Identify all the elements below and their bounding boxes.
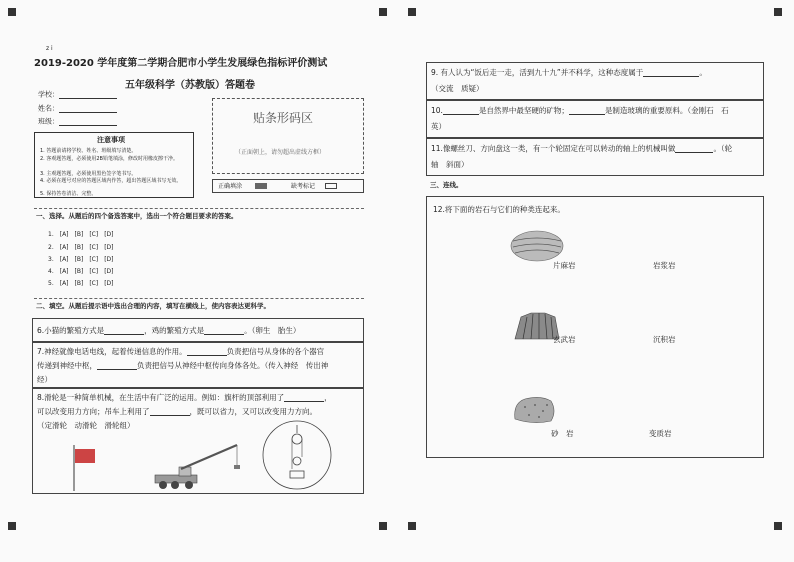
q11-part: 11.像螺丝刀、方向盘这一类，有一个轮固定在可以转动的轴上的机械叫做 — [431, 144, 676, 153]
rock-name-sandstone[interactable]: 砂 岩 — [551, 429, 574, 438]
q8-part: ，既可以省力，又可以改变用力方向。 — [189, 407, 317, 416]
q10-part: 是制造玻璃的重要原料。（金刚石 石 — [604, 106, 729, 115]
q8-part: 8.滑轮是一种简单机械，在生活中有广泛的运用。例如：旗杆的顶部利用了 — [37, 393, 285, 402]
q12-title: 12.将下面的岩石与它们的种类连起来。 — [433, 205, 565, 214]
barcode-hint: （正面朝上，请勿超出虚线方框） — [235, 149, 326, 156]
correct-fill-swatch — [255, 183, 267, 189]
answer-row — [48, 268, 120, 275]
q8-part: 可以改变用力方向；吊车上利用了 — [37, 407, 150, 416]
q11-box — [426, 138, 764, 176]
barcode-area — [212, 98, 364, 174]
option-b[interactable]: [B] — [74, 244, 84, 251]
registration-mark-top-left — [8, 8, 16, 16]
option-a[interactable]: [A] — [59, 268, 69, 275]
rock-name-gneiss[interactable]: 片麻岩 — [553, 261, 576, 270]
q8-box — [32, 388, 364, 494]
q10-line-2: 英） — [431, 122, 446, 131]
fill-legend — [212, 179, 364, 193]
option-b[interactable]: [B] — [74, 231, 84, 238]
name-label: 姓名： — [38, 104, 59, 113]
option-c[interactable]: [C] — [89, 256, 99, 263]
question-number: 5. — [48, 280, 54, 287]
answer-row — [48, 244, 120, 251]
crane-illustration — [151, 441, 261, 493]
divider — [34, 208, 364, 209]
school-field[interactable] — [38, 90, 117, 99]
question-number: 4. — [48, 268, 54, 275]
rock-type-sedimentary[interactable]: 沉积岩 — [653, 335, 676, 344]
q7-part: 负责把信号从身体的各个器官 — [226, 347, 325, 356]
notice-item: 5. 保持答卷清洁、完整。 — [40, 191, 97, 197]
section2-title: 二、填空。从题后提示语中选出合理的内容，填写在横线上，使内容表达更科学。 — [36, 302, 270, 310]
question-number: 2. — [48, 244, 54, 251]
q8-blank-1[interactable] — [284, 393, 324, 402]
q7-blank-1[interactable] — [187, 347, 227, 356]
registration-mark-bottom-center-right — [408, 522, 416, 530]
option-d[interactable]: [D] — [104, 244, 114, 251]
q6-blank-1[interactable] — [104, 326, 144, 335]
option-d[interactable]: [D] — [104, 256, 114, 263]
answer-row — [48, 231, 120, 238]
q11-blank[interactable] — [675, 144, 713, 153]
q9-line-1 — [431, 68, 707, 77]
missing-mark-label: 缺考标记 — [291, 183, 316, 190]
q10-blank-2[interactable] — [569, 106, 605, 115]
q10-line-1 — [431, 106, 729, 115]
question-number: 3. — [48, 256, 54, 263]
q6-part: ，鸡的繁殖方式是 — [144, 326, 205, 335]
q6-blank-2[interactable] — [204, 326, 244, 335]
answer-row — [48, 280, 120, 287]
q7-box — [32, 342, 364, 388]
registration-mark-bottom-center-left — [379, 522, 387, 530]
pulley-diagram — [261, 419, 333, 491]
corner-mark: z i — [46, 45, 53, 52]
correct-fill-label: 正确填涂 — [218, 183, 243, 190]
option-d[interactable]: [D] — [104, 280, 114, 287]
q7-part: 负责把信号从神经中枢传向身体各处。（传入神经 传出神 — [137, 361, 329, 370]
option-b[interactable]: [B] — [74, 280, 84, 287]
barcode-title: 贴条形码区 — [253, 111, 314, 125]
notice-item: 2. 客观题答题，必须使用2B铅笔填涂，修改时用橡皮擦干净。 — [40, 156, 178, 162]
registration-mark-bottom-right — [774, 522, 782, 530]
option-c[interactable]: [C] — [89, 280, 99, 287]
section3-title: 三、连线。 — [430, 181, 463, 189]
q11-line-2: 轴 斜面） — [431, 160, 469, 169]
option-b[interactable]: [B] — [74, 256, 84, 263]
divider — [34, 298, 364, 299]
q6-part: 。（卵生 胎生） — [244, 326, 301, 335]
q6-box — [32, 318, 364, 342]
sandstone-rock-image — [511, 393, 557, 425]
gneiss-rock-image — [509, 229, 565, 263]
notice-item: 3. 主观题答题，必须使用黑色签字笔书写。 — [40, 171, 137, 177]
rock-name-basalt[interactable]: 玄武岩 — [553, 335, 576, 344]
q10-part: 是自然界中最坚硬的矿物； — [478, 106, 569, 115]
rock-type-metamorphic[interactable]: 变质岩 — [649, 429, 672, 438]
notice-box — [34, 132, 194, 198]
school-label: 学校： — [38, 90, 59, 99]
option-c[interactable]: [C] — [89, 231, 99, 238]
section1-title: 一、选择。从题后的四个备选答案中，选出一个符合题目要求的答案。 — [36, 212, 238, 220]
option-a[interactable]: [A] — [59, 244, 69, 251]
option-a[interactable]: [A] — [59, 256, 69, 263]
notice-title: 注意事项 — [97, 136, 125, 144]
option-d[interactable]: [D] — [104, 268, 114, 275]
question-number: 1. — [48, 231, 54, 238]
q7-line-1 — [37, 347, 324, 356]
flag-illustration — [71, 445, 97, 491]
q9-line-2: （交流 质疑） — [431, 84, 484, 93]
q9-part: 9. 有人认为“饭后走一走，活到九十九”并不科学，这种态度属于 — [431, 68, 644, 77]
q8-line-1 — [37, 393, 332, 402]
rock-type-igneous[interactable]: 岩浆岩 — [653, 261, 676, 270]
option-d[interactable]: [D] — [104, 231, 114, 238]
option-b[interactable]: [B] — [74, 268, 84, 275]
q11-part: 。（轮 — [713, 144, 733, 153]
class-label: 班级： — [38, 117, 59, 126]
q7-line-3: 经） — [37, 375, 52, 384]
q7-line-2 — [37, 361, 328, 370]
answer-row — [48, 256, 120, 263]
registration-mark-top-right — [774, 8, 782, 16]
q10-blank-1[interactable] — [443, 106, 479, 115]
page-title: 2019-2020 学年度第二学期合肥市小学生发展绿色指标评价测试 — [34, 58, 328, 69]
option-a[interactable]: [A] — [59, 231, 69, 238]
option-c[interactable]: [C] — [89, 244, 99, 251]
notice-item: 1. 答题前请将学校、姓名、班级填写清楚。 — [40, 148, 137, 154]
notice-item: 4. 必须在题号对应的答题区域内作答，超出答题区域书写无效。 — [40, 178, 182, 184]
name-field[interactable] — [38, 104, 117, 113]
q11-line-1 — [431, 144, 732, 153]
option-a[interactable]: [A] — [59, 280, 69, 287]
q7-blank-2[interactable] — [97, 361, 137, 370]
q8-part: ， — [324, 393, 332, 402]
q6-part: 6.小猫的繁殖方式是 — [37, 326, 105, 335]
missing-mark-box[interactable] — [325, 183, 337, 189]
q10-part: 10. — [431, 106, 443, 115]
q12-box — [426, 196, 764, 458]
q8-line-3: （定滑轮 动滑轮 滑轮组） — [37, 421, 135, 430]
q7-part: 7.神经就像电话电线，起着传递信息的作用。 — [37, 347, 187, 356]
q8-blank-2[interactable] — [150, 407, 190, 416]
q8-line-2 — [37, 407, 317, 416]
option-c[interactable]: [C] — [89, 268, 99, 275]
registration-mark-top-center-left — [379, 8, 387, 16]
q9-box — [426, 62, 764, 100]
registration-mark-top-center-right — [408, 8, 416, 16]
q10-box — [426, 100, 764, 138]
class-field[interactable] — [38, 117, 117, 126]
q7-part: 传递到神经中枢， — [37, 361, 97, 370]
q6-text — [37, 326, 300, 335]
q9-blank[interactable] — [643, 68, 699, 77]
registration-mark-bottom-left — [8, 522, 16, 530]
page-subtitle: 五年级科学（苏教版）答题卷 — [125, 80, 255, 91]
q9-part: 。 — [699, 68, 707, 77]
